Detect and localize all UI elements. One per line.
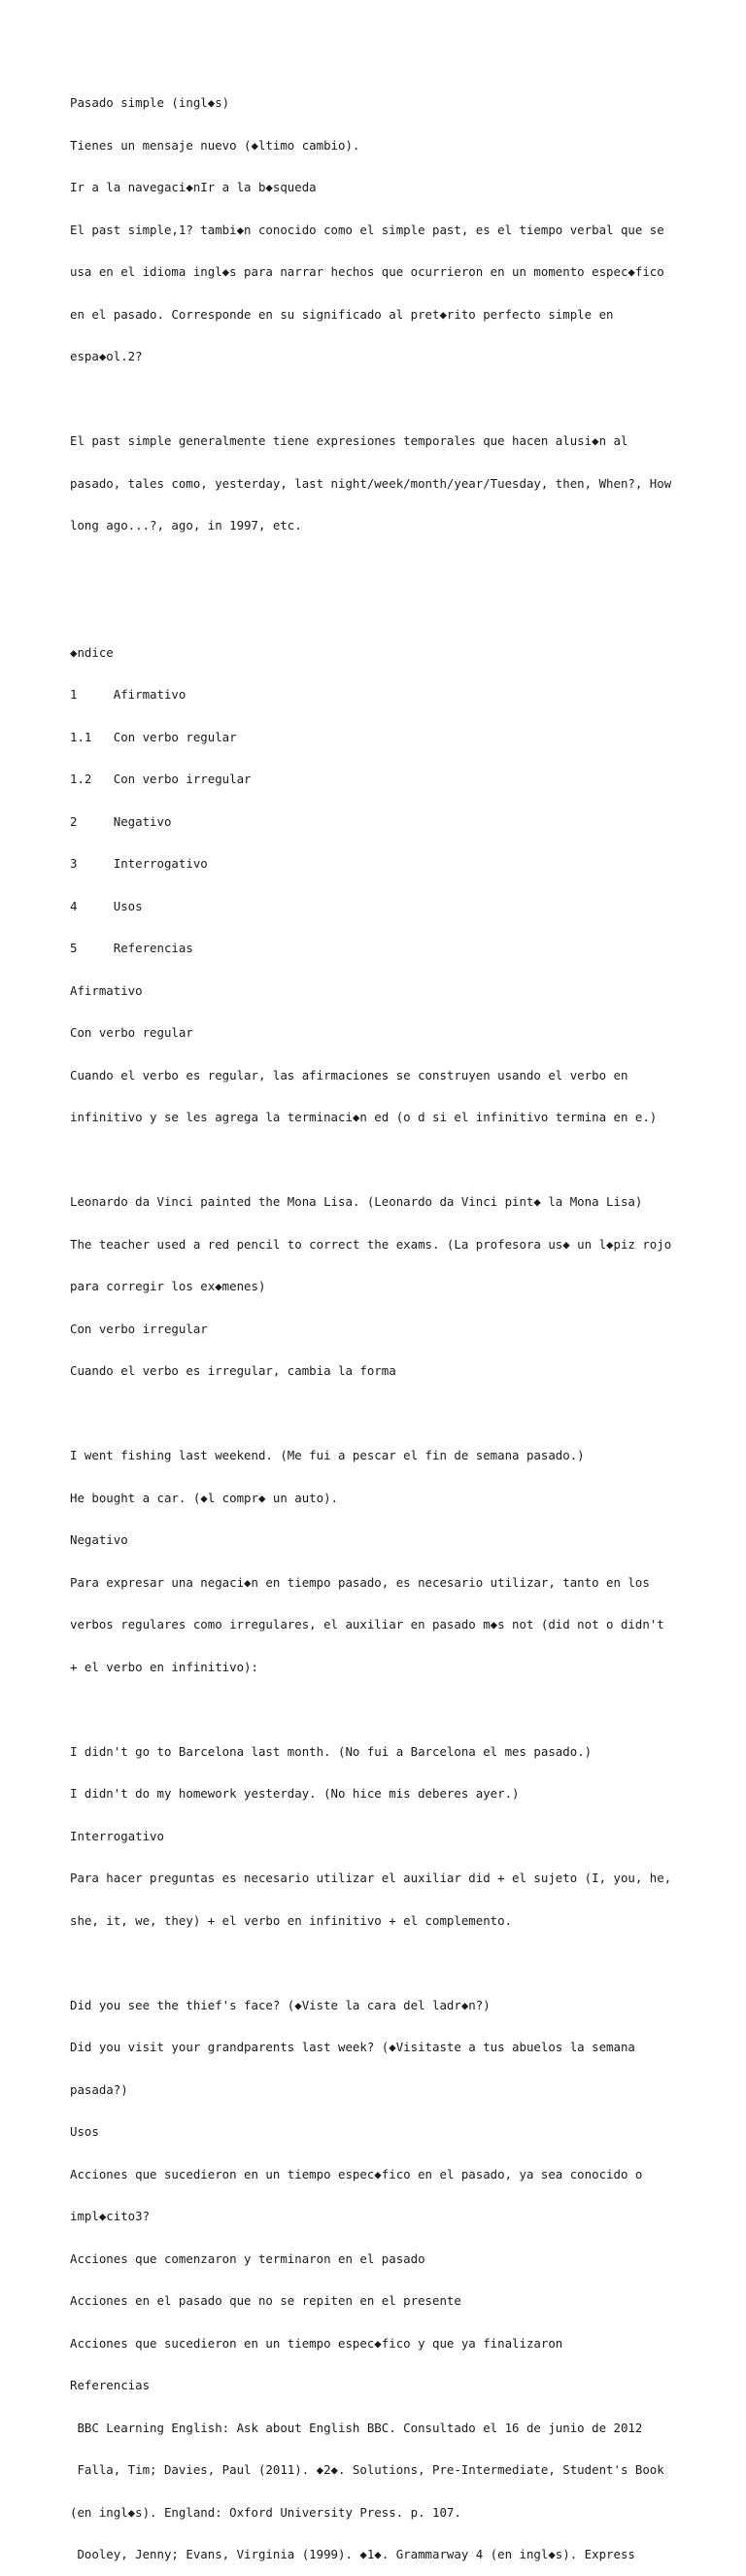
toc-heading: ◆ndice — [70, 644, 114, 660]
example-line: Did you visit your grandparents last week? (◆Visitaste a tus abuelos la semana — [70, 2040, 635, 2054]
irregular-paragraph-line: Cuando el verbo es irregular, cambia la forma — [70, 1363, 396, 1378]
toc-item: 2 Negativo — [70, 813, 172, 829]
blank-line — [70, 393, 692, 407]
usos-item-line: Acciones que comenzaron y terminaron en el pasado — [70, 2250, 425, 2266]
reference-line: Falla, Tim; Davies, Paul (2011). ◆2◆. Solutions, Pre-Intermediate, Student's Book — [70, 2462, 664, 2477]
toc-item: 5 Referencias — [70, 941, 193, 955]
example-line: I didn't do my homework yesterday. (No hice mis deberes ayer.) — [70, 1786, 520, 1801]
section-heading-interrogativo: Interrogativo — [70, 1828, 164, 1843]
negativo-paragraph-line: Para expresar una negaci◆n en tiempo pasado, es necesario utilizar, tanto en los — [70, 1574, 650, 1590]
reference-line: Dooley, Jenny; Evans, Virginia (1999). ◆1◆. Grammarway 4 (en ingl◆s). Express — [70, 2547, 635, 2561]
example-line: Did you see the thief's face? (◆Viste la cara del ladr◆n?) — [70, 1997, 491, 2012]
negativo-paragraph-line: verbos regulares como irregulares, el auxiliar en pasado m◆s not (did not o didn't — [70, 1617, 664, 1631]
blank-line — [70, 1407, 692, 1422]
expressions-paragraph-line: pasado, tales como, yesterday, last night/week/month/year/Tuesday, then, When?, How — [70, 475, 672, 491]
usos-item-line: Acciones que sucedieron en un tiempo espec◆fico en el pasado, ya sea conocido o — [70, 2166, 643, 2181]
usos-item-line: impl◆cito3? — [70, 2209, 151, 2223]
intro-paragraph-line: en el pasado. Corresponde en su significado al pret◆rito perfecto simple en — [70, 306, 614, 322]
usos-item-line: Acciones en el pasado que no se repiten en el presente — [70, 2293, 461, 2308]
blank-line — [70, 1956, 692, 1971]
usos-item-line: Acciones que sucedieron en un tiempo espec◆fico y que ya finalizaron — [70, 2335, 563, 2351]
example-line: I didn't go to Barcelona last month. (No fui a Barcelona el mes pasado.) — [70, 1743, 593, 1759]
expressions-paragraph-line: long ago...?, ago, in 1997, etc. — [70, 518, 302, 532]
blank-line — [70, 603, 692, 618]
intro-paragraph-line: El past simple,1? tambi◆n conocido como el simple past, es el tiempo verbal que se — [70, 222, 664, 237]
section-heading-usos: Usos — [70, 2124, 99, 2139]
navigation-links: Ir a la navegaci◆nIr a la b◆squeda — [70, 180, 317, 194]
section-heading-referencias: Referencias — [70, 2378, 151, 2392]
blank-line — [70, 1153, 692, 1168]
toc-item: 1.1 Con verbo regular — [70, 729, 237, 744]
subsection-heading-regular: Con verbo regular — [70, 1025, 193, 1040]
doc-title: Pasado simple (ingl◆s) — [70, 95, 230, 110]
blank-line — [70, 1702, 692, 1717]
example-line: para corregir los ex◆menes) — [70, 1279, 266, 1293]
regular-paragraph-line: infinitivo y se les agrega la terminaci◆n ed (o d si el infinitivo termina en e.) — [70, 1110, 658, 1124]
regular-paragraph-line: Cuando el verbo es regular, las afirmaciones se construyen usando el verbo en — [70, 1067, 628, 1082]
interrogativo-paragraph-line: she, it, we, they) + el verbo en infinitivo + el complemento. — [70, 1912, 513, 1928]
example-line: He bought a car. (◆l compr◆ un auto). — [70, 1490, 339, 1505]
toc-item: 1.2 Con verbo irregular — [70, 772, 252, 786]
example-line: Leonardo da Vinci painted the Mona Lisa. (Leonardo da Vinci pint◆ la Mona Lisa) — [70, 1194, 643, 1209]
toc-item: 1 Afirmativo — [70, 687, 186, 702]
reference-line: (en ingl◆s). England: Oxford University Press. p. 107. — [70, 2504, 461, 2520]
example-line: pasada?) — [70, 2081, 128, 2097]
intro-paragraph-line: espa◆ol.2? — [70, 349, 143, 363]
example-line: The teacher used a red pencil to correct the exams. (La profesora us◆ un l◆piz rojo — [70, 1236, 672, 1252]
blank-line — [70, 562, 692, 576]
toc-item: 3 Interrogativo — [70, 856, 208, 871]
document-body — [70, 68, 692, 2576]
section-heading-negativo: Negativo — [70, 1532, 128, 1547]
section-heading-afirmativo: Afirmativo — [70, 982, 143, 998]
toc-item: 4 Usos — [70, 898, 143, 913]
expressions-paragraph-line: El past simple generalmente tiene expresiones temporales que hacen alusi◆n al — [70, 433, 628, 448]
reference-line: BBC Learning English: Ask about English BBC. Consultado el 16 de junio de 2012 — [70, 2420, 643, 2435]
negativo-paragraph-line: + el verbo en infinitivo): — [70, 1659, 258, 1674]
intro-paragraph-line: usa en el idioma ingl◆s para narrar hechos que ocurrieron en un momento espec◆fico — [70, 264, 664, 279]
interrogativo-paragraph-line: Para hacer preguntas es necesario utilizar el auxiliar did + el sujeto (I, you, he, — [70, 1871, 672, 1885]
new-message-notice: Tienes un mensaje nuevo (◆ltimo cambio). — [70, 137, 360, 153]
example-line: I went fishing last weekend. (Me fui a pescar el fin de semana pasado.) — [70, 1448, 585, 1462]
subsection-heading-irregular: Con verbo irregular — [70, 1321, 208, 1336]
